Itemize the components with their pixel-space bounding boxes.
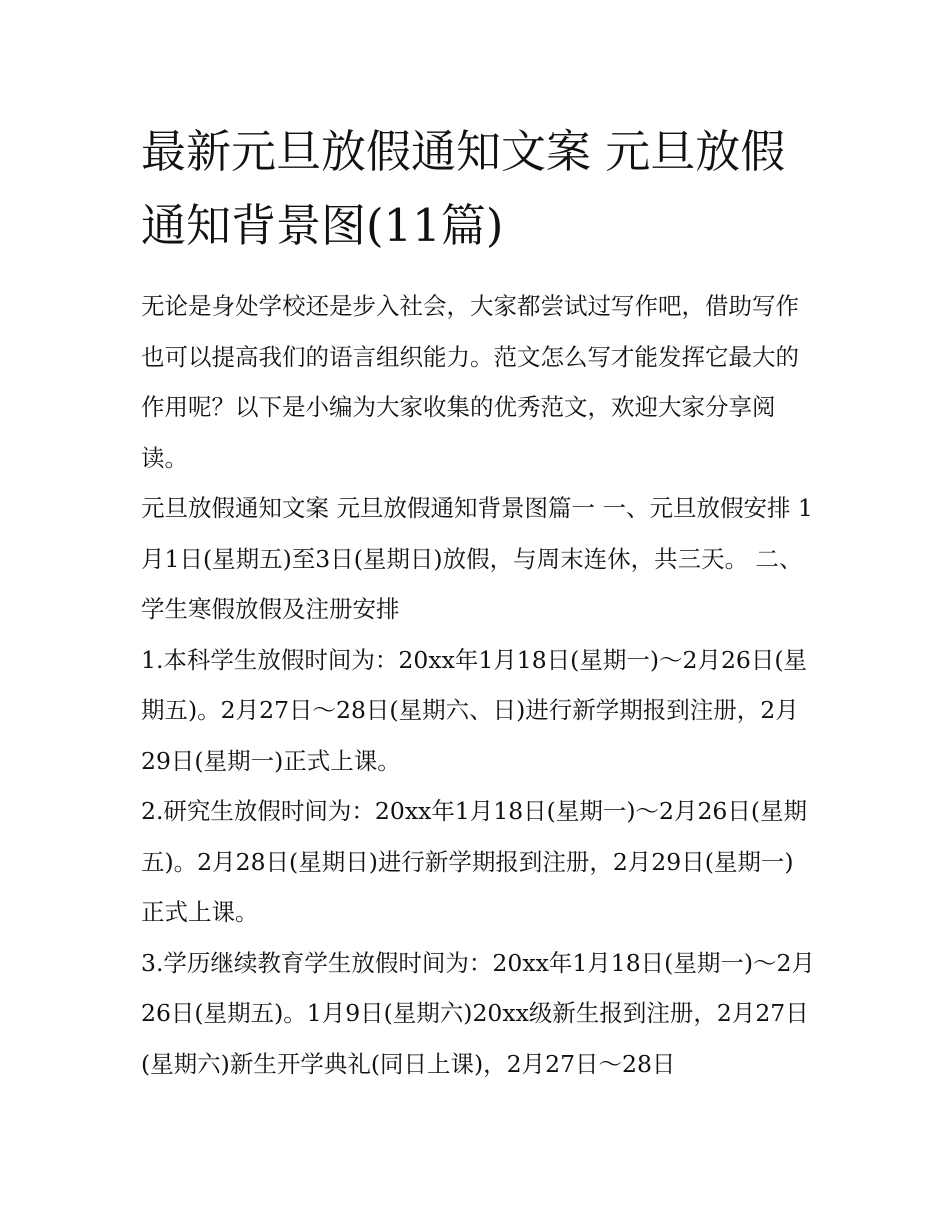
document-title: 最新元旦放假通知文案 元旦放假通知背景图(11篇) <box>141 125 786 252</box>
undergraduate-paragraph: 1.本科学生放假时间为：20xx年1月18日(星期一)～2月26日(星期五)。2月27日～28日(星期六、日)进行新学期报到注册，2月29日(星期一)正式上课。 <box>141 645 808 775</box>
graduate-paragraph: 2.研究生放假时间为：20xx年1月18日(星期一)～2月26日(星期五)。2月28日(星期日)进行新学期报到注册，2月29日(星期一)正式上课。 <box>141 797 808 926</box>
intro-paragraph: 无论是身处学校还是步入社会，大家都尝试过写作吧，借助写作也可以提高我们的语言组织能力。范文怎么写才能发挥它最大的作用呢？以下是小编为大家收集的优秀范文，欢迎大家分享阅读。 <box>141 292 799 472</box>
section-paragraph: 元旦放假通知文案 元旦放假通知背景图篇一 一、元旦放假安排 1月1日(星期五)至3日(星期日)放假，与周末连休，共三天。 二、学生寒假放假及注册安排 <box>141 494 813 623</box>
document-page <box>141 115 816 1089</box>
continuing-education-paragraph: 3.学历继续教育学生放假时间为：20xx年1月18日(星期一)～2月26日(星期五)。1月9日(星期六)20xx级新生报到注册，2月27日(星期六)新生开学典礼(同日上课)，2月27日～28日 <box>141 948 815 1078</box>
